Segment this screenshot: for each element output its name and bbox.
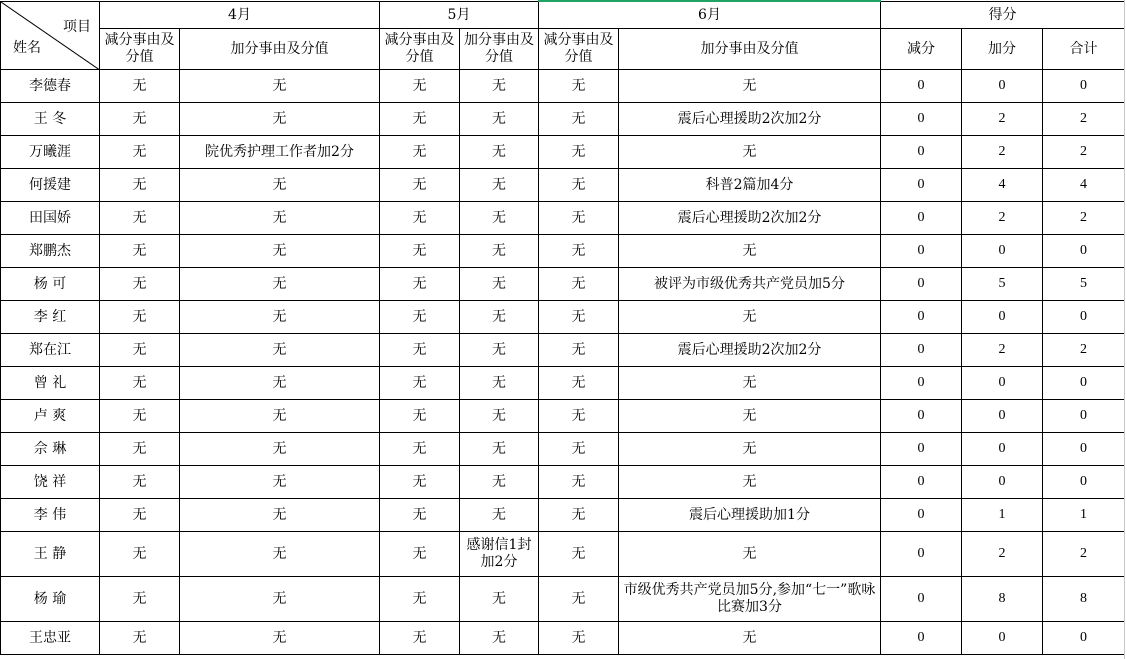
june-add-cell[interactable]: 无 [619,466,881,499]
april-add-cell[interactable]: 无 [180,466,380,499]
june-deduct-cell[interactable]: 无 [539,136,619,169]
deduct-score-cell[interactable]: 0 [881,202,962,235]
april-deduct-reason-header[interactable]: 减分事由及分值 [100,29,180,70]
june-deduct-reason-header[interactable]: 减分事由及分值 [539,29,619,70]
total-score-cell[interactable]: 2 [1043,532,1125,577]
april-add-cell[interactable]: 无 [180,169,380,202]
total-score-cell[interactable]: 0 [1043,433,1125,466]
may-deduct-cell[interactable]: 无 [380,235,460,268]
april-deduct-cell[interactable]: 无 [100,334,180,367]
april-add-cell[interactable]: 无 [180,622,380,655]
april-add-cell[interactable]: 无 [180,103,380,136]
table-row [1,400,1125,433]
may-add-cell[interactable]: 无 [460,268,539,301]
june-deduct-cell[interactable]: 无 [539,103,619,136]
name-cell[interactable]: 李德春 [1,70,100,103]
may-deduct-cell[interactable]: 无 [380,499,460,532]
total-score-cell[interactable]: 8 [1043,577,1125,622]
table-row [1,202,1125,235]
may-add-cell[interactable]: 无 [460,622,539,655]
deduct-score-cell[interactable]: 0 [881,334,962,367]
total-score-cell[interactable]: 0 [1043,367,1125,400]
may-add-cell[interactable]: 无 [460,577,539,622]
deduct-score-cell[interactable]: 0 [881,301,962,334]
table-row [1,622,1125,655]
may-add-cell[interactable]: 无 [460,70,539,103]
deduct-score-cell[interactable]: 0 [881,577,962,622]
june-deduct-cell[interactable]: 无 [539,268,619,301]
june-deduct-cell[interactable]: 无 [539,622,619,655]
april-add-reason-header[interactable]: 加分事由及分值 [180,29,380,70]
table-row [1,532,1125,577]
add-score-cell[interactable]: 0 [962,70,1043,103]
june-add-cell[interactable]: 无 [619,301,881,334]
april-deduct-cell[interactable]: 无 [100,301,180,334]
name-cell[interactable]: 卢 爽 [1,400,100,433]
june-deduct-cell[interactable]: 无 [539,70,619,103]
total-score-cell[interactable]: 0 [1043,466,1125,499]
deduct-score-cell[interactable]: 0 [881,136,962,169]
june-deduct-cell[interactable]: 无 [539,577,619,622]
total-score-cell[interactable]: 0 [1043,235,1125,268]
april-add-cell[interactable]: 无 [180,499,380,532]
add-score-cell[interactable]: 0 [962,433,1043,466]
table-row [1,301,1125,334]
month-header-june[interactable]: 6月 [539,1,881,29]
may-deduct-cell[interactable]: 无 [380,532,460,577]
june-add-cell[interactable]: 震后心理援助2次加2分 [619,202,881,235]
table-row [1,577,1125,622]
sheet-right-edge [1124,0,1125,659]
april-deduct-cell[interactable]: 无 [100,532,180,577]
may-add-cell[interactable]: 无 [460,103,539,136]
total-score-cell[interactable]: 0 [1043,70,1125,103]
may-add-cell[interactable]: 无 [460,136,539,169]
may-add-cell[interactable]: 无 [460,400,539,433]
may-deduct-cell[interactable]: 无 [380,433,460,466]
deduct-score-cell[interactable]: 0 [881,622,962,655]
add-score-cell[interactable]: 2 [962,136,1043,169]
may-deduct-cell[interactable]: 无 [380,466,460,499]
total-score-cell[interactable]: 2 [1043,136,1125,169]
june-add-cell[interactable]: 无 [619,622,881,655]
june-deduct-cell[interactable]: 无 [539,169,619,202]
april-add-cell[interactable]: 院优秀护理工作者加2分 [180,136,380,169]
april-deduct-cell[interactable]: 无 [100,466,180,499]
april-deduct-cell[interactable]: 无 [100,169,180,202]
score-group-header[interactable]: 得分 [881,1,1125,29]
name-cell[interactable]: 何援建 [1,169,100,202]
deduct-score-cell[interactable]: 0 [881,367,962,400]
june-add-cell[interactable]: 市级优秀共产党员加5分,参加“七一”歌咏比赛加3分 [619,577,881,622]
name-cell[interactable]: 郑鹏杰 [1,235,100,268]
total-score-cell[interactable]: 2 [1043,103,1125,136]
april-deduct-cell[interactable]: 无 [100,499,180,532]
may-add-cell[interactable]: 无 [460,466,539,499]
month-header-april[interactable]: 4月 [100,1,380,29]
total-score-cell[interactable]: 0 [1043,400,1125,433]
name-cell[interactable]: 饶 祥 [1,466,100,499]
may-add-cell[interactable]: 无 [460,169,539,202]
april-add-cell[interactable]: 无 [180,367,380,400]
add-score-cell[interactable]: 5 [962,268,1043,301]
may-add-cell[interactable]: 无 [460,235,539,268]
june-deduct-cell[interactable]: 无 [539,202,619,235]
table-row [1,70,1125,103]
diagonal-line [1,2,99,70]
may-deduct-cell[interactable]: 无 [380,268,460,301]
add-score-cell[interactable]: 2 [962,532,1043,577]
may-deduct-cell[interactable]: 无 [380,334,460,367]
table-row [1,103,1125,136]
table-row [1,334,1125,367]
table-row [1,136,1125,169]
june-add-cell[interactable]: 震后心理援助2次加2分 [619,334,881,367]
june-deduct-cell[interactable]: 无 [539,400,619,433]
april-deduct-cell[interactable]: 无 [100,70,180,103]
april-deduct-cell[interactable]: 无 [100,367,180,400]
deduct-score-cell[interactable]: 0 [881,499,962,532]
deduct-score-cell[interactable]: 0 [881,433,962,466]
june-add-cell[interactable]: 无 [619,136,881,169]
june-add-cell[interactable]: 无 [619,235,881,268]
april-add-cell[interactable]: 无 [180,400,380,433]
june-add-cell[interactable]: 被评为市级优秀共产党员加5分 [619,268,881,301]
name-cell[interactable]: 李 红 [1,301,100,334]
may-add-cell[interactable]: 无 [460,433,539,466]
april-add-cell[interactable]: 无 [180,268,380,301]
april-add-cell[interactable]: 无 [180,577,380,622]
add-score-cell[interactable]: 2 [962,103,1043,136]
april-deduct-cell[interactable]: 无 [100,268,180,301]
name-cell[interactable]: 杨 瑜 [1,577,100,622]
name-cell[interactable]: 万曦涯 [1,136,100,169]
june-add-cell[interactable]: 无 [619,367,881,400]
june-deduct-cell[interactable]: 无 [539,499,619,532]
table-row [1,499,1125,532]
june-deduct-cell[interactable]: 无 [539,466,619,499]
april-deduct-cell[interactable]: 无 [100,433,180,466]
may-deduct-cell[interactable]: 无 [380,400,460,433]
april-deduct-cell[interactable]: 无 [100,103,180,136]
name-cell[interactable]: 王 冬 [1,103,100,136]
may-add-cell[interactable]: 感谢信1封加2分 [460,532,539,577]
total-score-cell[interactable]: 5 [1043,268,1125,301]
add-score-cell[interactable]: 4 [962,169,1043,202]
total-score-cell[interactable]: 0 [1043,622,1125,655]
deduct-score-header[interactable]: 减分 [881,29,962,70]
june-add-cell[interactable]: 震后心理援助2次加2分 [619,103,881,136]
april-deduct-cell[interactable]: 无 [100,577,180,622]
deduct-score-cell[interactable]: 0 [881,532,962,577]
total-score-cell[interactable]: 2 [1043,202,1125,235]
total-score-header[interactable]: 合计 [1043,29,1125,70]
add-score-cell[interactable]: 0 [962,301,1043,334]
may-deduct-cell[interactable]: 无 [380,202,460,235]
add-score-header[interactable]: 加分 [962,29,1043,70]
table-row [1,169,1125,202]
name-cell[interactable]: 曾 礼 [1,367,100,400]
april-add-cell[interactable]: 无 [180,301,380,334]
june-deduct-cell[interactable]: 无 [539,532,619,577]
total-score-cell[interactable]: 4 [1043,169,1125,202]
table-row [1,235,1125,268]
deduct-score-cell[interactable]: 0 [881,466,962,499]
deduct-score-cell[interactable]: 0 [881,268,962,301]
corner-header-cell[interactable] [1,1,100,70]
june-add-cell[interactable]: 无 [619,400,881,433]
may-add-cell[interactable]: 无 [460,202,539,235]
june-add-cell[interactable]: 无 [619,532,881,577]
name-cell[interactable]: 佘 琳 [1,433,100,466]
deduct-score-cell[interactable]: 0 [881,70,962,103]
may-deduct-cell[interactable]: 无 [380,577,460,622]
may-add-cell[interactable]: 无 [460,367,539,400]
deduct-score-cell[interactable]: 0 [881,235,962,268]
june-deduct-cell[interactable]: 无 [539,433,619,466]
june-deduct-cell[interactable]: 无 [539,301,619,334]
may-deduct-cell[interactable]: 无 [380,136,460,169]
april-add-cell[interactable]: 无 [180,70,380,103]
april-deduct-cell[interactable]: 无 [100,622,180,655]
april-deduct-cell[interactable]: 无 [100,202,180,235]
item-header-label: 项目 [63,18,91,35]
june-add-reason-header[interactable]: 加分事由及分值 [619,29,881,70]
table-row [1,466,1125,499]
june-add-cell[interactable]: 无 [619,433,881,466]
april-deduct-cell[interactable]: 无 [100,235,180,268]
add-score-cell[interactable]: 2 [962,202,1043,235]
name-header-label: 姓名 [13,40,41,56]
may-add-cell[interactable]: 无 [460,301,539,334]
may-add-cell[interactable]: 无 [460,334,539,367]
june-add-cell[interactable]: 无 [619,70,881,103]
add-score-cell[interactable]: 1 [962,499,1043,532]
may-deduct-cell[interactable]: 无 [380,301,460,334]
add-score-cell[interactable]: 0 [962,367,1043,400]
april-add-cell[interactable]: 无 [180,202,380,235]
add-score-cell[interactable]: 0 [962,235,1043,268]
may-deduct-cell[interactable]: 无 [380,103,460,136]
april-deduct-cell[interactable]: 无 [100,136,180,169]
name-cell[interactable]: 王 静 [1,532,100,577]
may-deduct-cell[interactable]: 无 [380,367,460,400]
deduct-score-cell[interactable]: 0 [881,103,962,136]
june-deduct-cell[interactable]: 无 [539,235,619,268]
may-deduct-cell[interactable]: 无 [380,169,460,202]
april-add-cell[interactable]: 无 [180,334,380,367]
april-deduct-cell[interactable]: 无 [100,400,180,433]
add-score-cell[interactable]: 0 [962,400,1043,433]
table-row [1,433,1125,466]
june-add-cell[interactable]: 震后心理援助加1分 [619,499,881,532]
april-add-cell[interactable]: 无 [180,532,380,577]
deduct-score-cell[interactable]: 0 [881,169,962,202]
table-row [1,367,1125,400]
name-cell[interactable]: 李 伟 [1,499,100,532]
add-score-cell[interactable]: 2 [962,334,1043,367]
name-cell[interactable]: 杨 可 [1,268,100,301]
may-deduct-cell[interactable]: 无 [380,70,460,103]
june-deduct-cell[interactable]: 无 [539,367,619,400]
name-cell[interactable]: 郑在江 [1,334,100,367]
month-header-may[interactable]: 5月 [380,1,539,29]
may-deduct-reason-header[interactable]: 减分事由及分值 [380,29,460,70]
add-score-cell[interactable]: 8 [962,577,1043,622]
may-add-cell[interactable]: 无 [460,499,539,532]
total-score-cell[interactable]: 1 [1043,499,1125,532]
add-score-cell[interactable]: 0 [962,466,1043,499]
add-score-cell[interactable]: 0 [962,622,1043,655]
may-deduct-cell[interactable]: 无 [380,622,460,655]
deduct-score-cell[interactable]: 0 [881,400,962,433]
total-score-cell[interactable]: 2 [1043,334,1125,367]
name-cell[interactable]: 田国娇 [1,202,100,235]
june-deduct-cell[interactable]: 无 [539,334,619,367]
table-row [1,268,1125,301]
name-cell[interactable]: 王忠亚 [1,622,100,655]
june-add-cell[interactable]: 科普2篇加4分 [619,169,881,202]
may-add-reason-header[interactable]: 加分事由及分值 [460,29,539,70]
april-add-cell[interactable]: 无 [180,433,380,466]
april-add-cell[interactable]: 无 [180,235,380,268]
total-score-cell[interactable]: 0 [1043,301,1125,334]
